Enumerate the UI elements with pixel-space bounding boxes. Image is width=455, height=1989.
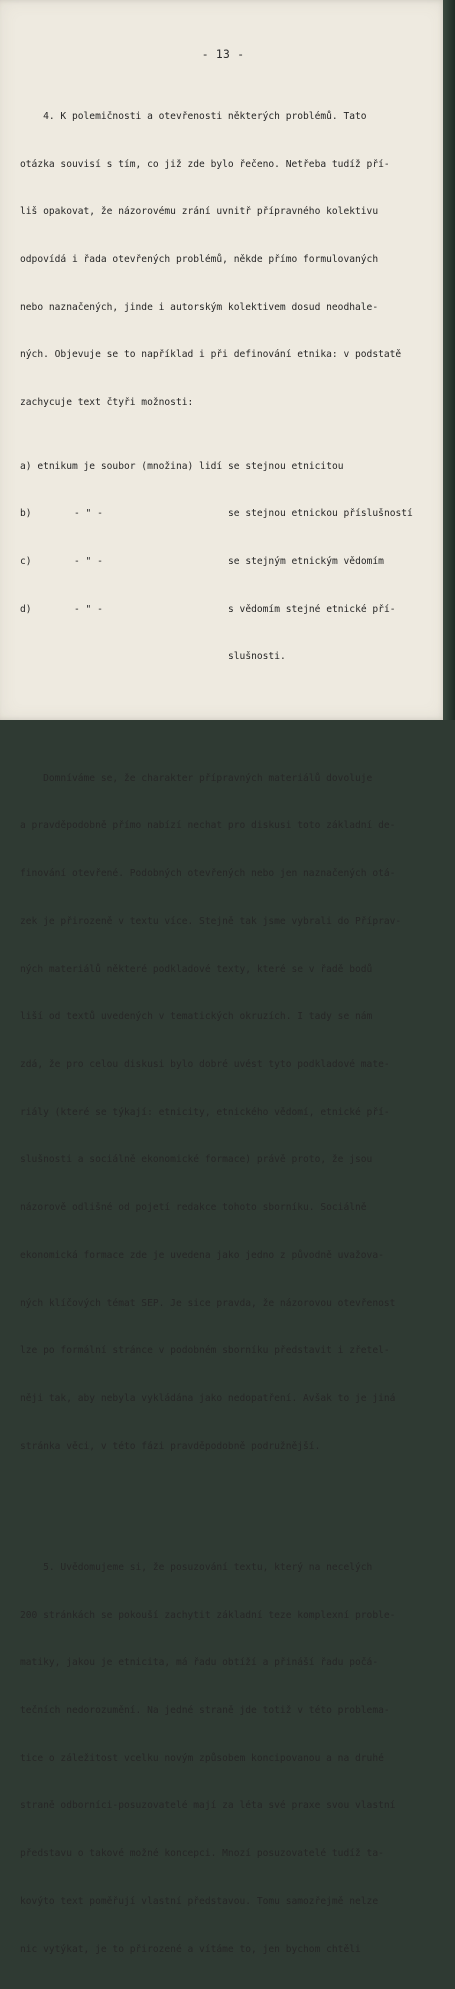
paragraph-5-line: straně odborníci-posuzovatelé mají za léta své praxe svou vlastní: [20, 1800, 396, 1812]
paragraph-4-line: riály (které se týkají: etnicity, etnického vědomí, etnické pří-: [20, 1106, 390, 1118]
paragraph-4-line: zachycuje text čtyři možnosti:: [20, 397, 194, 409]
paragraph-4-line: odpovídá i řada otevřených problémů, někde přímo formulovaných: [20, 253, 379, 265]
paragraph-4-line: finování otevřené. Podobných otevřených nebo jen naznačených otá-: [20, 868, 396, 880]
option-label: c): [20, 556, 32, 568]
paragraph-4-line: nebo naznačených, jinde i autorským kolektivem dosud neodhale-: [20, 301, 379, 313]
option-text: s vědomím stejné etnické pří-: [228, 603, 396, 615]
option-label: a) etnikum je soubor (množina) lidí: [20, 460, 223, 472]
paragraph-5-line: představu o takové možné koncepci. Mnozí posuzovatelé tudíž ta-: [20, 1848, 384, 1860]
paragraph-5-line: tečních nedorozumění. Na jedné straně jde totiž v této problema-: [20, 1705, 390, 1717]
paragraph-4-line: zek je přirozeně v textu více. Stejně tak jsme vybrali do Příprav-: [20, 915, 402, 927]
definition-option-a: [20, 459, 428, 475]
paragraph-5-line: 5. Uvědomujeme si, že posuzování textu, který na necelých: [20, 1561, 373, 1573]
option-label: d): [20, 603, 32, 615]
paragraph-4-line: a pravděpodobně přímo nabízí nechat pro diskusi toto základní de-: [20, 820, 396, 832]
definition-option-d-continuation: [20, 649, 428, 665]
definition-option-b: [20, 506, 428, 522]
paragraph-spacer: [20, 713, 428, 723]
option-text: se stejným etnickým vědomím: [228, 556, 384, 568]
paragraph-4-line: Domníváme se, že charakter přípravných materiálů dovoluje: [20, 772, 373, 784]
paragraph-4-line: ných materiálů některé podkladové texty, které se v řadě bodů: [20, 963, 373, 975]
paragraph-4-line: názorově odlišné od pojetí redakce tohoto sborníku. Sociálně: [20, 1202, 367, 1214]
option-text: se stejnou etnickou příslušností: [228, 508, 413, 520]
paragraph-5-line: 200 stránkách se pokouší zachytit základní teze komplexní proble-: [20, 1609, 396, 1621]
ditto-mark: - " -: [74, 556, 103, 568]
paragraph-4-line: liš opakovat, že názorovému zrání uvnitř přípravného kolektivu: [20, 206, 379, 218]
paragraph-4-line: ekonomická formace zde je uvedena jako jedno z původně uvažova-: [20, 1249, 384, 1261]
definition-option-d: [20, 602, 428, 618]
page-number: - 13 -: [201, 48, 245, 61]
page-body-text: [20, 77, 428, 1989]
option-label: b): [20, 508, 32, 520]
paragraph-5-line: tice o záležitost vcelku novým způsobem koncipovanou a na druhé: [20, 1752, 384, 1764]
paragraph-5-line: matiky, jakou je etnicita, má řadu obtíží a přináší řadu počá-: [20, 1657, 379, 1669]
paragraph-4-line: ných. Objevuje se to například i při definování etnika: v podstatě: [20, 349, 402, 361]
paragraph-4-line: něji tak, aby nebyla vykládána jako nedopatření. Avšak to je jiná: [20, 1392, 396, 1404]
paragraph-spacer: [20, 1502, 428, 1512]
paragraph-4-line: otázka souvisí s tím, co již zde bylo řečeno. Netřeba tudíž pří-: [20, 158, 390, 170]
option-text: slušnosti.: [228, 651, 286, 663]
definition-option-c: [20, 554, 428, 570]
paragraph-4-line: liší od textů uvedených v tematických okruzích. I tady se nám: [20, 1011, 373, 1023]
paragraph-5-line: nic vytýkat, je to přirozené a vítáme to, jen bychom chtěli: [20, 1943, 361, 1955]
ditto-mark: - " -: [74, 508, 103, 520]
paragraph-4-line: slušnosti a sociálně ekonomické formace) právě proto, že jsou: [20, 1154, 373, 1166]
paragraph-4-line: stránka věci, v této fázi pravděpodobně podružnější.: [20, 1440, 321, 1452]
option-text: se stejnou etnicitou: [228, 460, 344, 472]
ditto-mark: - " -: [74, 603, 103, 615]
paragraph-4-line: ných klíčových témat SEP. Je sice pravda, že názorovou otevřenost: [20, 1297, 396, 1309]
paragraph-5-line: kovýto text poměřují vlastní představou. Tomu samozřejmě nelze: [20, 1895, 379, 1907]
paragraph-4-line: 4. K polemičnosti a otevřenosti některých problémů. Tato: [20, 110, 367, 122]
book-binding-edge: [443, 0, 455, 720]
paragraph-4-line: lze po formální stránce v podobném sborníku představit i zřetel-: [20, 1345, 390, 1357]
paragraph-4-line: zdá, že pro celou diskusi bylo dobré uvést tyto podkladové mate-: [20, 1059, 390, 1070]
